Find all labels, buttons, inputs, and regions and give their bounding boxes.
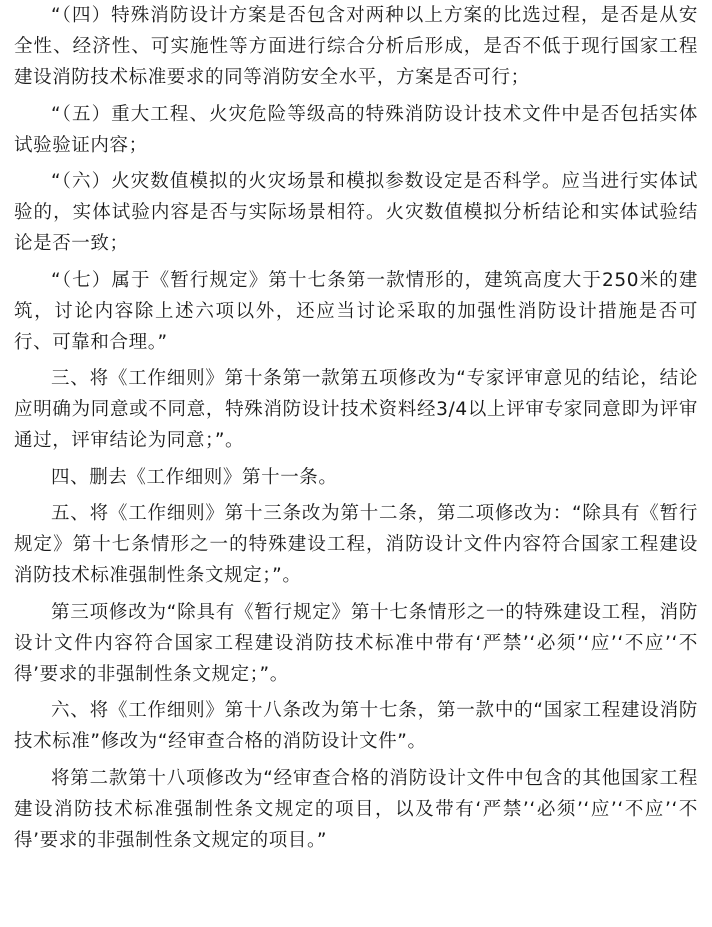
paragraph-amendment-6: 六、将《工作细则》第十八条改为第十七条，第一款中的“国家工程建设消防技术标准”修改为“经审查合格的消防设计文件”。 <box>14 700 698 752</box>
paragraph-item-7: “（七）属于《暂行规定》第十七条第一款情形的，建筑高度大于250米的建筑，讨论内容除上述六项以外，还应当讨论采取的加强性消防设计措施是否可行、可靠和合理。” <box>14 269 698 353</box>
paragraph-item-6: “（六）火灾数值模拟的火灾场景和模拟参数设定是否科学。应当进行实体试验的，实体试验内容是否与实际场景相符。火灾数值模拟分析结论和实体试验结论是否一致； <box>14 171 698 254</box>
paragraph-item-5: “（五）重大工程、火灾危险等级高的特殊消防设计技术文件中是否包括实体试验验证内容； <box>14 103 698 156</box>
paragraph-amendment-5-item-3: 第三项修改为“除具有《暂行规定》第十七条情形之一的特殊建设工程，消防设计文件内容符合国家工程建设消防技术标准中带有‘严禁’‘必须’‘应’‘不应’‘不得’要求的非强制性条文规定；”。 <box>14 601 698 685</box>
paragraph-amendment-4: 四、删去《工作细则》第十一条。 <box>51 466 338 488</box>
paragraph-amendment-6-item-18: 将第二款第十八项修改为“经审查合格的消防设计文件中包含的其他国家工程建设消防技术标准强制性条文规定的项目，以及带有‘严禁’‘必须’‘应’‘不应’‘不得’要求的非强制性条文规定的项目。” <box>14 767 698 851</box>
paragraph-amendment-5: 五、将《工作细则》第十三条改为第十二条，第二项修改为：“除具有《暂行规定》第十七条情形之一的特殊建设工程，消防设计文件内容符合国家工程建设消防技术标准强制性条文规定；”。 <box>14 503 698 586</box>
paragraph-item-4: “（四）特殊消防设计方案是否包含对两种以上方案的比选过程，是否是从安全性、经济性、可实施性等方面进行综合分析后形成，是否不低于现行国家工程建设消防技术标准要求的同等消防安全水平，方案是否可行； <box>14 5 698 88</box>
paragraph-amendment-3: 三、将《工作细则》第十条第一款第五项修改为“专家评审意见的结论，结论应明确为同意或不同意，特殊消防设计技术资料经3/4以上评审专家同意即为评审通过，评审结论为同意；”。 <box>14 368 698 451</box>
document-body <box>14 0 698 861</box>
